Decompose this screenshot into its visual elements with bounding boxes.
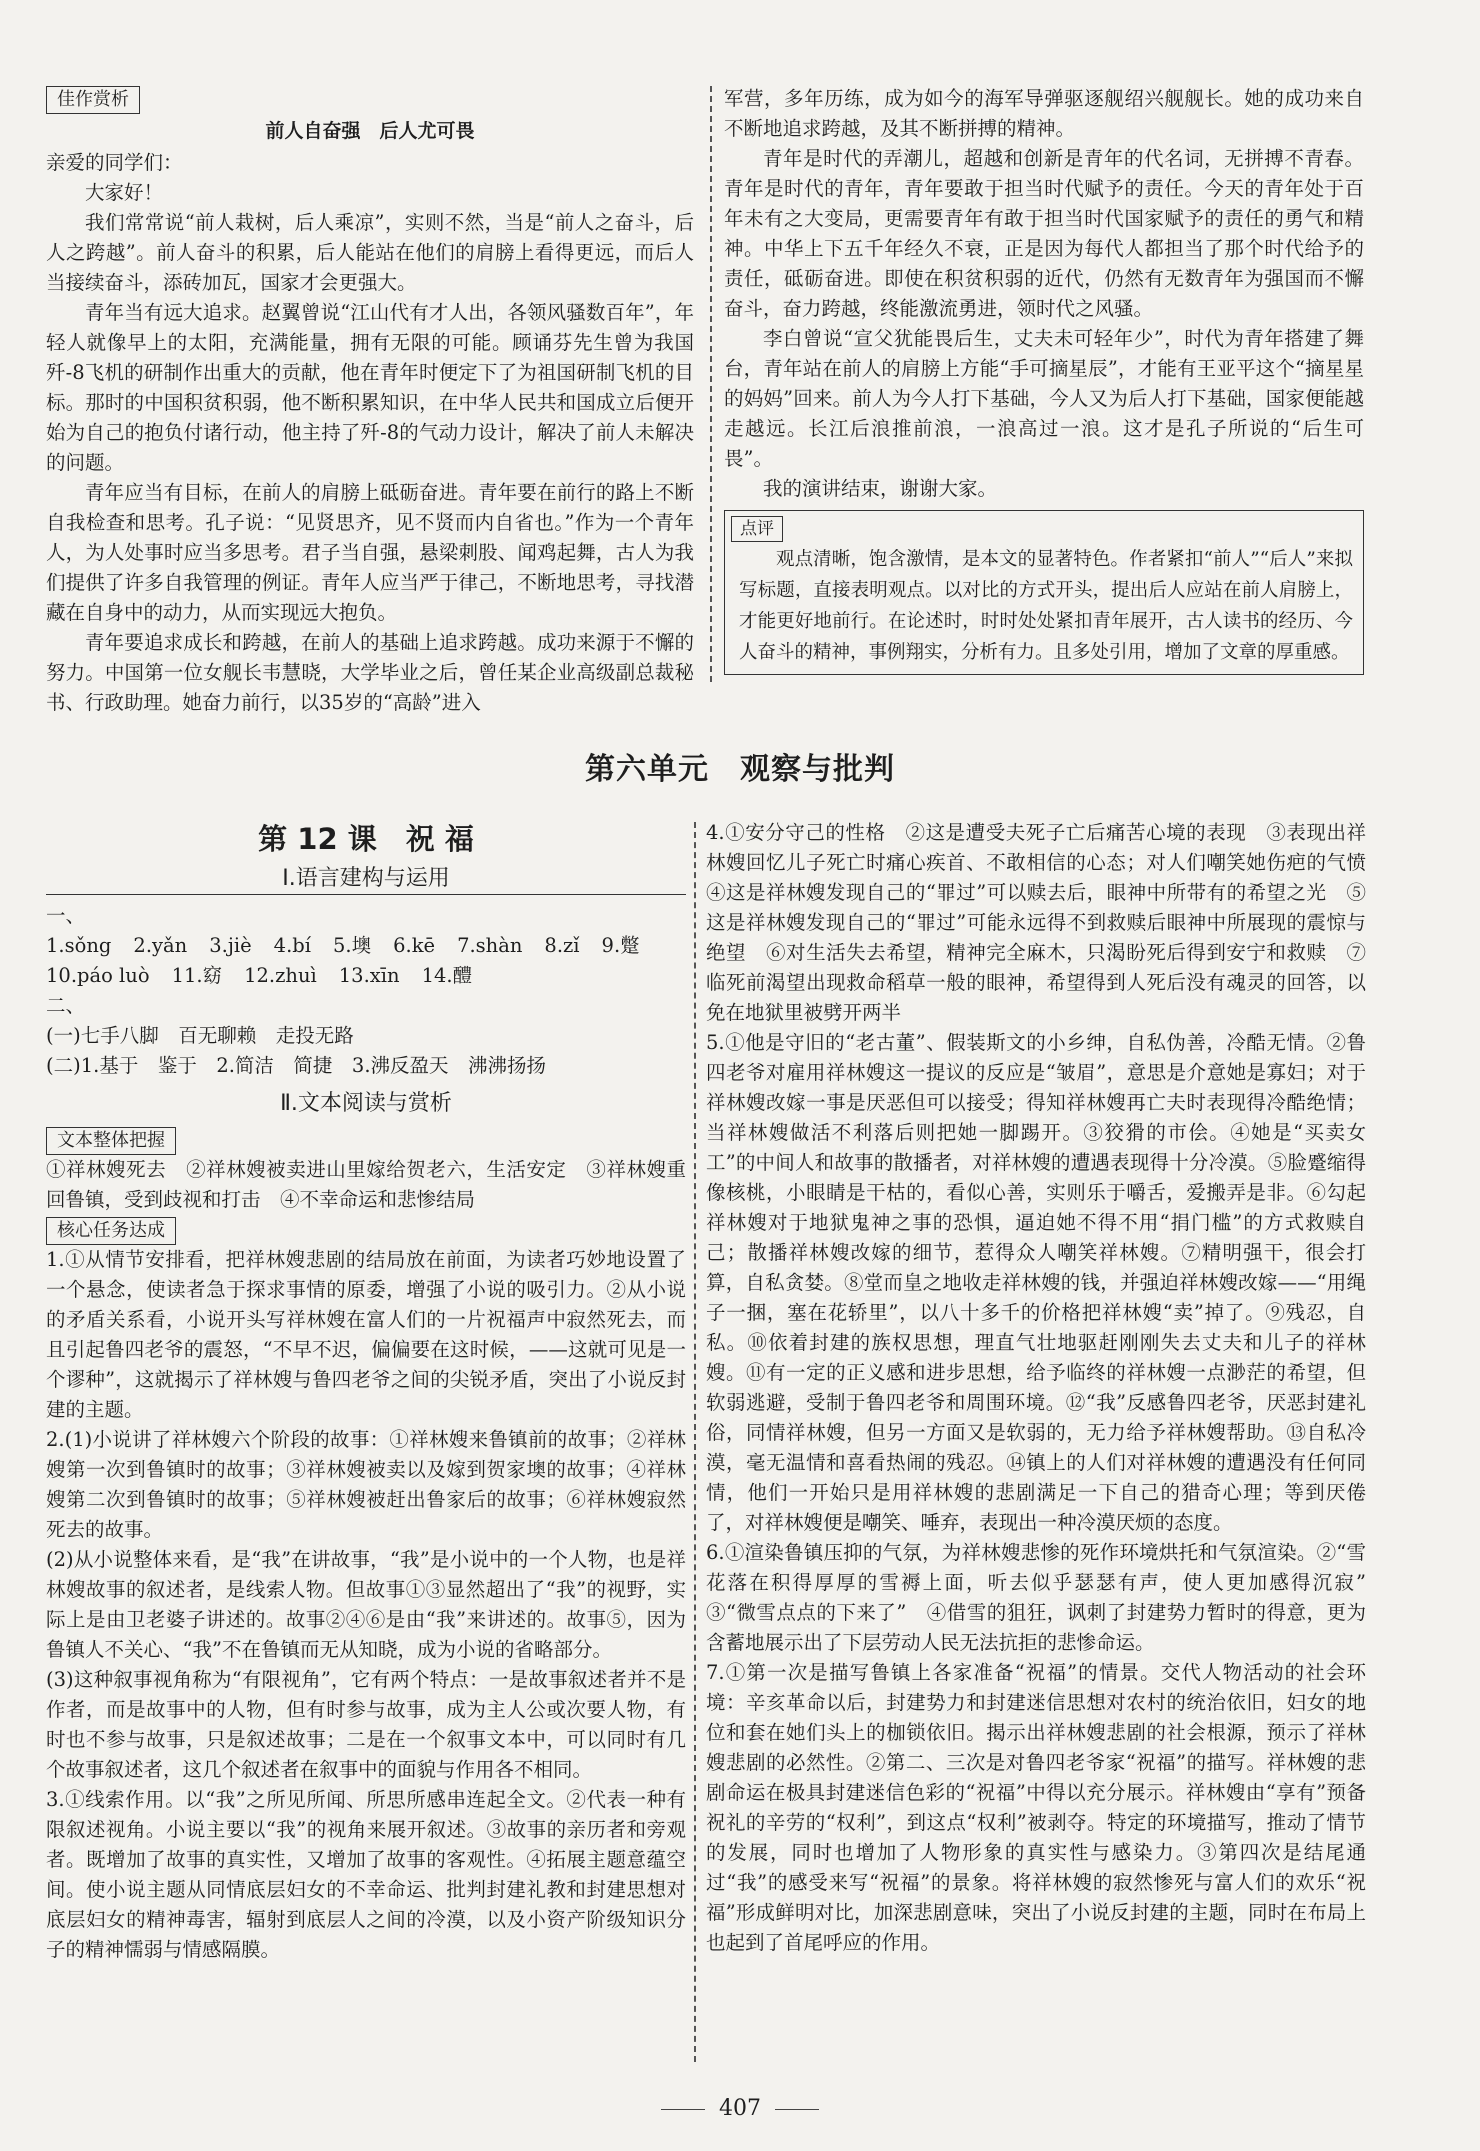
page-number bbox=[0, 2096, 1480, 2121]
answer-item: (3)这种叙事视角称为“有限视角”，它有两个特点：一是故事叙述者并不是作者，而是故事中的人物，但有时参与故事，成为主人公或次要人物，有时也不参与故事，只是叙述故事；二是在一个叙事文本中，可以同时有几个故事叙述者，这几个叙述者在叙事中的面貌与作用各不相同。 bbox=[46, 1668, 686, 1781]
answer-item: 3.①线索作用。以“我”之所见所闻、所思所感串连起全文。②代表一种有限叙述视角。小说主要以“我”的视角来展开叙述。③故事的亲历者和旁观者。既增加了故事的真实性，又增加了故事的客观性。④拓展主题意蕴空间。使小说主题从同情底层妇女的不幸命运、批判封建礼教和封建思想对底层妇女的精神毒害，辐射到底层人之间的冷漠，以及小资产阶级知识分子的精神懦弱与情感隔膜。 bbox=[46, 1788, 686, 1961]
essay-left-column bbox=[46, 84, 694, 718]
answer-item: 1.①从情节安排看，把祥林嫂悲剧的结局放在前面，为读者巧妙地设置了一个悬念，使读者急于探求事情的原委，增强了小说的吸引力。②从小说的矛盾关系看，小说开头写祥林嫂在富人们的一片祝福声中寂然死去，而且引起鲁四老爷的震怒，“不早不迟，偏偏要在这时候，——这就可见是一个谬种”，这就揭示了祥林嫂与鲁四老爷之间的尖锐矛盾，突出了小说反封建的主题。 bbox=[46, 1248, 686, 1421]
pinyin-item: 7.shàn bbox=[457, 934, 523, 957]
lesson-title: 第 12 课 祝 福 bbox=[258, 822, 474, 856]
essay-hello: 大家好！ bbox=[85, 181, 164, 204]
pinyin-item: 5.墺 bbox=[332, 934, 372, 957]
pinyin-item: 3.jiè bbox=[209, 934, 252, 957]
essay-paragraph: 李白曾说“宣父犹能畏后生，丈夫未可轻年少”，时代为青年搭建了舞台，青年站在前人的肩膀上方能“手可摘星辰”，才能有王亚平这个“摘星星的妈妈”回来。前人为今人打下基础，今人又为后人打下基础，国家便能越走越远。长江后浪推前浪，一浪高过一浪。这才是孔子所说的“后生可畏”。 bbox=[724, 327, 1364, 470]
pinyin-item: 10.páo luò bbox=[46, 964, 150, 987]
essay-paragraph: 青年是时代的弄潮儿，超越和创新是青年的代名词，无拼搏不青春。青年是时代的青年，青年要敢于担当时代赋予的责任。今天的青年处于百年未有之大变局，更需要青年有敢于担当时代国家赋予的责任的勇气和精神。中华上下五千年经久不衰，正是因为每代人都担当了那个时代给予的责任，砥砺奋进。即使在积贫积弱的近代，仍然有无数青年为强国而不懈奋斗，奋力跨越，终能激流勇进，领时代之风骚。 bbox=[724, 147, 1364, 320]
review-tag: 点评 bbox=[731, 516, 783, 542]
section-language-title: Ⅰ.语言建构与运用 bbox=[46, 864, 686, 895]
section-reading-title: Ⅱ.文本阅读与赏析 bbox=[280, 1091, 452, 1116]
page-number-text: 407 bbox=[719, 2096, 761, 2121]
appreciation-label: 佳作赏析 bbox=[46, 86, 140, 114]
pinyin-item: 9.蹩 bbox=[601, 934, 640, 957]
pinyin-item: 6.kē bbox=[393, 934, 436, 957]
word-answer: (二)1.基于 鉴于 2.简洁 简捷 3.沸反盈天 沸沸扬扬 bbox=[46, 1054, 547, 1077]
bottom-column-divider bbox=[694, 822, 696, 2062]
overall-grasp-label: 文本整体把握 bbox=[46, 1127, 176, 1155]
core-task-label: 核心任务达成 bbox=[46, 1217, 176, 1245]
answer-item: 2.(1)小说讲了祥林嫂六个阶段的故事：①祥林嫂来鲁镇前的故事；②祥林嫂第一次到鲁镇时的故事；③祥林嫂被卖以及嫁到贺家墺的故事；④祥林嫂第二次到鲁镇时的故事；⑤祥林嫂被赶出鲁家后的故事；⑥祥林嫂寂然死去的故事。 bbox=[46, 1428, 686, 1541]
answer-item: 4.①安分守己的性格 ②这是遭受夫死子亡后痛苦心境的表现 ③表现出祥林嫂回忆儿子死亡时痛心疾首、不敢相信的心态；对人们嘲笑她伤疤的气愤 ④这是祥林嫂发现自己的“罪过”可以赎去后，眼神中所带有的希望之光 ⑤这是祥林嫂发现自己的“罪过”可能永远得不到救赎后眼神中所展现的震惊与绝望 ⑥对生活失去希望，精神完全麻木，只渴盼死后得到安宁和救赎 ⑦临死前渴望出现救命稻草一般的眼神，希望得到人死后没有魂灵的回答，以免在地狱里被劈开两半 bbox=[706, 821, 1386, 1024]
idiom-answer: (一)七手八脚 百无聊赖 走投无路 bbox=[46, 1024, 354, 1047]
answers-right-column bbox=[706, 818, 1386, 1958]
pinyin-item: 12.zhuì bbox=[244, 964, 317, 987]
top-column-divider bbox=[710, 86, 712, 682]
review-box bbox=[724, 510, 1364, 675]
pinyin-item: 2.yǎn bbox=[133, 934, 188, 957]
essay-paragraph: 青年应当有目标，在前人的肩膀上砥砺奋进。青年要在前行的路上不断自我检查和思考。孔子说：“见贤思齐，见不贤而内自省也。”作为一个青年人，为人处事时应当多思考。君子当自强，悬梁刺股、闻鸡起舞，古人为我们提供了许多自我管理的例证。青年人应当严于律己，不断地思考，寻找潜藏在自身中的动力，从而实现远大抱负。 bbox=[46, 481, 694, 624]
pinyin-item: 14.醴 bbox=[421, 964, 473, 987]
essay-paragraph: 军营，多年历练，成为如今的海军导弹驱逐舰绍兴舰舰长。她的成功来自不断地追求跨越，及其不断拼搏的精神。 bbox=[724, 87, 1364, 140]
review-text: 观点清晰，饱含激情，是本文的显著特色。作者紧扣“前人”“后人”来拟写标题，直接表明观点。以对比的方式开头，提出后人应站在前人肩膀上，才能更好地前行。在论述时，时时处处紧扣青年展开，古人读书的经历、今人奋斗的精神，事例翔实，分析有力。且多处引用，增加了文章的厚重感。 bbox=[739, 549, 1353, 663]
answer-item: (2)从小说整体来看，是“我”在讲故事，“我”是小说中的一个人物，也是祥林嫂故事的叙述者，是线索人物。但故事①③显然超出了“我”的视野，实际上是由卫老婆子讲述的。故事②④⑥是由“我”来讲述的。故事⑤，因为鲁镇人不关心、“我”不在鲁镇而无从知晓，成为小说的省略部分。 bbox=[46, 1548, 686, 1661]
essay-paragraph: 青年要追求成长和跨越，在前人的基础上追求跨越。成功来源于不懈的努力。中国第一位女舰长韦慧晓，大学毕业之后，曾任某企业高级副总裁秘书、行政助理。她奋力前行，以35岁的“高龄”进入 bbox=[46, 631, 694, 714]
pinyin-item: 1.sǒng bbox=[46, 934, 112, 957]
answer-label-1: 一、 bbox=[46, 904, 86, 927]
essay-title: 前人自奋强 后人尤可畏 bbox=[265, 120, 475, 142]
pinyin-answers bbox=[46, 931, 686, 991]
pinyin-item: 13.xīn bbox=[338, 964, 400, 987]
unit-title: 第六单元 观察与批判 bbox=[585, 752, 895, 787]
answer-item: 5.①他是守旧的“老古董”、假装斯文的小乡绅，自私伪善，冷酷无情。②鲁四老爷对雇用祥林嫂这一提议的反应是“皱眉”，意思是介意她是寡妇；对于祥林嫂改嫁一事是厌恶但可以接受；得知祥林嫂再亡夫时表现得冷酷绝情；当祥林嫂做活不利落后则把她一脚踢开。③狡猾的市侩。④她是“买卖女工”的中间人和故事的散播者，对祥林嫂的遭遇表现得十分冷漠。⑤脸蹙缩得像核桃，小眼睛是干枯的，看似心善，实则乐于嚼舌，爱搬弄是非。⑥勾起祥林嫂对于地狱鬼神之事的恐惧，逼迫她不得不用“捐门槛”的方式救赎自己；散播祥林嫂改嫁的细节，惹得众人嘲笑祥林嫂。⑦精明强干，很会打算，自私贪婪。⑧堂而皇之地收走祥林嫂的钱，并强迫祥林嫂改嫁——“用绳子一捆，塞在花轿里”，以八十多千的价格把祥林嫂“卖”掉了。⑨残忍，自私。⑩依着封建的族权思想，理直气壮地驱赶刚刚失去丈夫和儿子的祥林嫂。⑪有一定的正义感和进步思想，给予临终的祥林嫂一点渺茫的希望，但软弱逃避，受制于鲁四老爷和周围环境。⑫“我”反感鲁四老爷，厌恶封建礼俗，同情祥林嫂，但另一方面又是软弱的，无力给予祥林嫂帮助。⑬自私冷漠，毫无温情和喜看热闹的残忍。⑭镇上的人们对祥林嫂的遭遇没有任何同情，他们一开始只是用祥林嫂的悲剧满足一下自己的猎奇心理；等到厌倦了，对祥林嫂便是嘲笑、唾弃，表现出一种冷漠厌烦的态度。 bbox=[706, 1031, 1366, 1534]
pinyin-item: 4.bí bbox=[273, 934, 311, 957]
essay-paragraph: 我们常常说“前人栽树，后人乘凉”，实则不然，当是“前人之奋斗，后人之跨越”。前人奋斗的积累，后人能站在他们的肩膀上看得更远，而后人当接续奋斗，添砖加瓦，国家才会更强大。 bbox=[46, 211, 694, 294]
essay-right-column bbox=[724, 84, 1364, 675]
answers-left-column bbox=[46, 824, 686, 1965]
answer-item: 6.①渲染鲁镇压抑的气氛，为祥林嫂悲惨的死作环境烘托和气氛渲染。②“雪花落在积得厚厚的雪褥上面，听去似乎瑟瑟有声，使人更加感得沉寂” ③“微雪点点的下来了” ④借雪的狙狂，讽刺了封建势力暂时的得意，更为含蓄地展示出了下层劳动人民无法抗拒的悲惨命运。 bbox=[706, 1541, 1386, 1654]
answer-item: 7.①第一次是描写鲁镇上各家准备“祝福”的情景。交代人物活动的社会环境：辛亥革命以后，封建势力和封建迷信思想对农村的统治依旧，妇女的地位和套在她们头上的枷锁依旧。揭示出祥林嫂悲剧的社会根源，预示了祥林嫂悲剧的必然性。②第二、三次是对鲁四老爷家“祝福”的描写。祥林嫂的悲剧命运在极具封建迷信色彩的“祝福”中得以充分展示。祥林嫂由“享有”预备祝礼的辛劳的“权利”，到这点“权利”被剥夺。特定的环境描写，推动了情节的发展，同时也增加了人物形象的真实性与感染力。③第四次是结尾通过“我”的感受来写“祝福”的景象。将祥林嫂的寂然惨死与富人们的欢乐“祝福”形成鲜明对比，加深悲剧意味，突出了小说反封建的主题，同时在布局上也起到了首尾呼应的作用。 bbox=[706, 1661, 1366, 1954]
essay-greeting: 亲爱的同学们： bbox=[46, 151, 183, 174]
pinyin-item: 11.窈 bbox=[171, 964, 223, 987]
essay-paragraph: 青年当有远大追求。赵翼曾说“江山代有才人出，各领风骚数百年”，年轻人就像早上的太阳，充满能量，拥有无限的可能。顾诵芬先生曾为我国歼-8飞机的研制作出重大的贡献，他在青年时便定下了为祖国研制飞机的目标。那时的中国积贫积弱，他不断积累知识，在中华人民共和国成立后便开始为自己的抱负付诸行动，他主持了歼-8的气动力设计，解决了前人未解决的问题。 bbox=[46, 301, 694, 474]
essay-closing: 我的演讲结束，谢谢大家。 bbox=[763, 477, 998, 500]
overall-answer: ①祥林嫂死去 ②祥林嫂被卖进山里嫁给贺老六，生活安定 ③祥林嫂重回鲁镇，受到歧视和打击 ④不幸命运和悲惨结局 bbox=[46, 1158, 686, 1211]
pinyin-item: 8.zǐ bbox=[544, 934, 580, 957]
answer-label-2: 二、 bbox=[46, 994, 86, 1017]
